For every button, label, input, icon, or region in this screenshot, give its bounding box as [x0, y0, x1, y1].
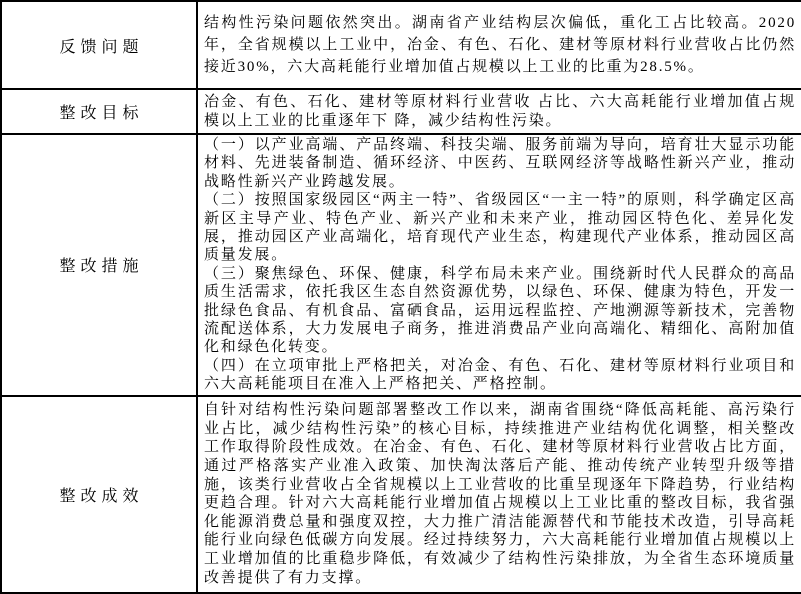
paragraph-measure-2: （二）按照国家级园区“两主一特”、省级园区“一主一特”的原则，科学确定区高新区主导产业、特色产业、新兴产业和未来产业，推动园区特色化、差异化发展，推动园区产业高端化，培育现代产业生态，构建现代产业体系，推动园区高质量发展。 [204, 192, 796, 264]
row-label-rectification-target: 整改目标 [1, 89, 197, 134]
paragraph-measure-4: （四）在立项审批上严格把关，对冶金、有色、石化、建材等原材料行业项目和六大高耗能项目在准入上严格把关、严格控制。 [204, 357, 796, 393]
row-label-rectification-results: 整改成效 [1, 396, 197, 593]
table-row-rectification-results [1, 396, 801, 593]
row-content-rectification-measures [197, 134, 801, 396]
table-row-feedback-issue [1, 1, 801, 89]
paragraph-measure-3: （三）聚焦绿色、环保、健康，科学布局未来产业。围绕新时代人民群众的高品质生活需求，依托我区生态自然资源优势，以绿色、环保、健康为特色，开发一批绿色食品、有机食品、富硒食品，运用远程监控、产地溯源等新技术，完善物流配送体系，大力发展电子商务，推进消费品产业向高端化、精细化、高附加值化和绿色化转变。 [204, 265, 796, 356]
row-label-rectification-measures: 整改措施 [1, 134, 197, 396]
row-content-rectification-results [197, 396, 801, 593]
paragraph: 冶金、有色、石化、建材等原材料行业营收 占比、六大高耗能行业增加值占规模以上工业的比重逐年下 降，减少结构性污染。 [204, 93, 796, 129]
paragraph: 结构性污染问题依然突出。湖南省产业结构层次偏低，重化工占比较高。2020年，全省规模以上工业中，冶金、有色、石化、建材等原材料行业营收占比仍然接近30%，六大高耗能行业增加值占规模以上工业的比重为28.5%。 [204, 15, 796, 75]
paragraph: 自针对结构性污染问题部署整改工作以来，湖南省围绕“降低高耗能、高污染行业占比，减少结构性污染”的核心目标，持续推进产业结构优化调整，相关整改工作取得阶段性成效。在冶金、有色、石化、建材等原材料行业营收占比方面，通过严格落实产业准入政策、加快淘汰落后产能、推动传统产业转型升级等措施，该类行业营收占全省规模以上工业营收的比重呈现逐年下降趋势，行业结构更趋合理。针对六大高耗能行业增加值占规模以上工业比重的整改目标，我省强化能源消费总量和强度双控，大力推广清洁能源替代和节能技术改造，引导高耗能行业向绿色低碳方向发展。经过持续努力，六大高耗能行业增加值占规模以上工业增加值的比重稳步降低，有效减少了结构性污染排放，为全省生态环境质量改善提供了有力支撑。 [204, 402, 796, 586]
row-label-feedback-issue: 反馈问题 [1, 1, 197, 89]
row-content-feedback-issue [197, 1, 801, 89]
paragraph-measure-1: （一）以产业高端、产品终端、科技尖端、服务前端为导向，培育壮大显示功能材料、先进装备制造、循环经济、中医药、互联网经济等战略性新兴产业，推动战略性新兴产业跨越发展。 [204, 137, 796, 190]
table-row-rectification-measures [1, 134, 801, 396]
table-row-rectification-target [1, 89, 801, 134]
row-content-rectification-target [197, 89, 801, 134]
